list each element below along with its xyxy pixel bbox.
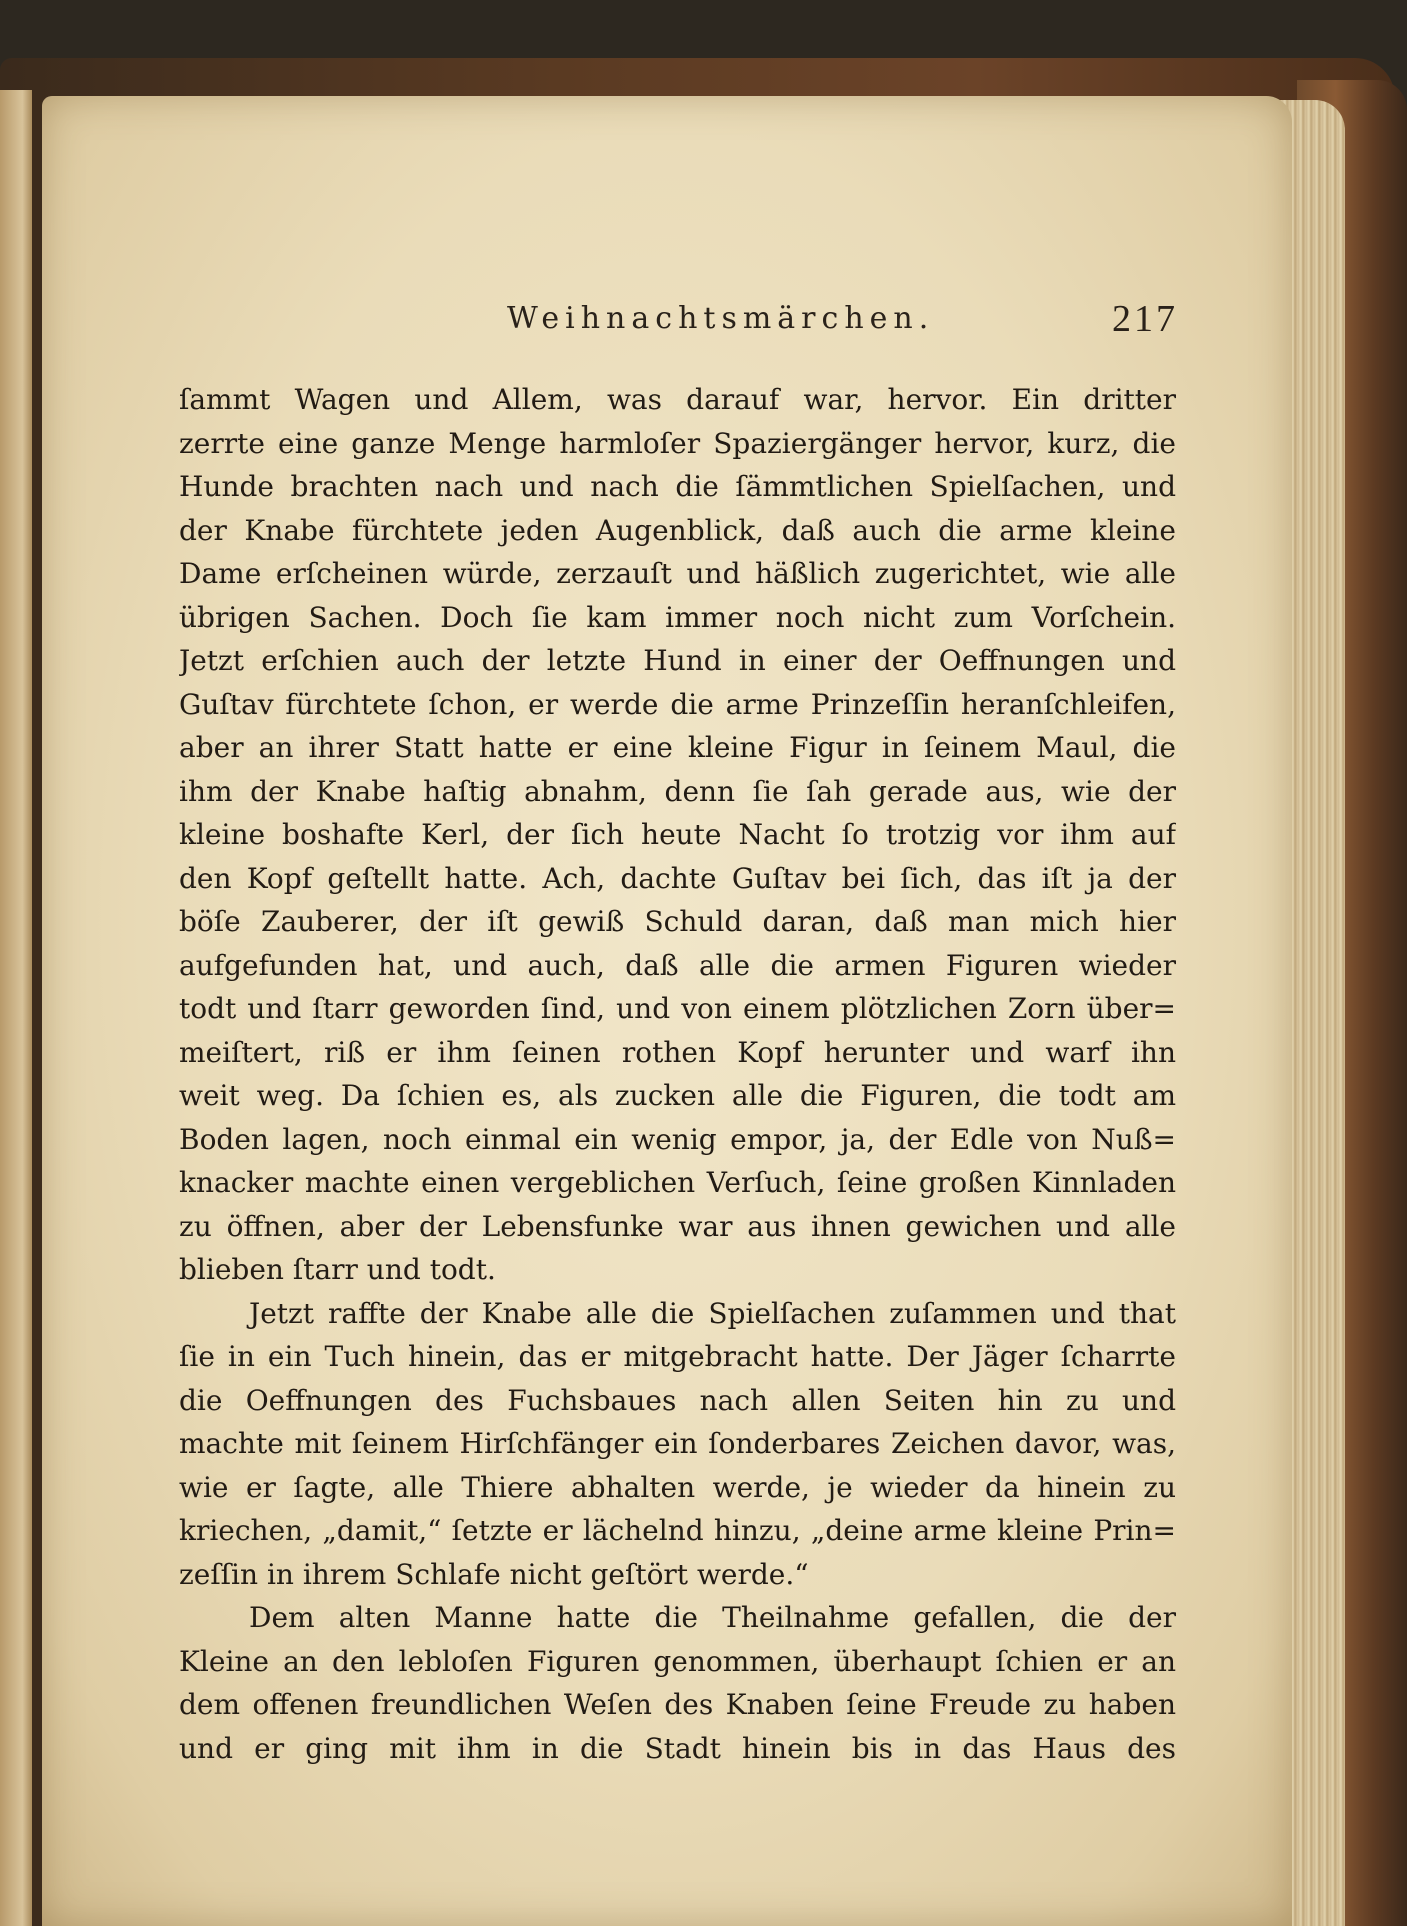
text-line: zerrte eine ganze Menge harmloſer Spaziergänger hervor, kurz, die [179, 426, 1176, 460]
text-line: ſammt Wagen und Allem, was darauf war, hervor. Ein dritter [179, 383, 1176, 416]
text-line: ſie in ein Tuch hinein, das er mitgebracht hatte. Der Jäger ſcharrte [179, 1340, 1176, 1373]
text-line: machte mit ſeinem Hirſchfänger ein ſonderbares Zeichen davor, was, [179, 1427, 1176, 1460]
text-line: zeſſin in ihrem Schlafe nicht geſtört werde.“ [179, 1557, 809, 1591]
text-line: übrigen Sachen. Doch ſie kam immer noch nicht zum Vorſchein. [179, 600, 1176, 634]
text-line: den Kopf geſtellt hatte. Ach, dachte Guſtav bei ſich, das iſt ja der [179, 861, 1176, 895]
text-line: Kleine an den lebloſen Figuren genommen, überhaupt ſchien er an [179, 1644, 1176, 1678]
book-page [42, 96, 1292, 1926]
running-head-title: Weihnachtsmärchen. [507, 301, 935, 336]
body-text [179, 378, 1176, 1770]
text-line: dem offenen freundlichen Weſen des Knaben ſeine Freude zu haben [179, 1688, 1176, 1721]
text-line: weit weg. Da ſchien es, als zucken alle die Figuren, die todt am [179, 1079, 1176, 1112]
text-line: todt und ſtarr geworden ſind, und von einem plötzlichen Zorn über= [179, 992, 1176, 1025]
text-line: aufgefunden hat, und auch, daß alle die armen Figuren wieder [179, 948, 1176, 982]
text-line: Boden lagen, noch einmal ein wenig empor, ja, der Edle von Nuß= [179, 1122, 1176, 1156]
text-line: Jetzt erſchien auch der letzte Hund in einer der Oeffnungen und [179, 644, 1176, 677]
text-line: aber an ihrer Statt hatte er eine kleine Figur in ſeinem Maul, die [179, 731, 1176, 764]
text-line: Dem alten Manne hatte die Theilnahme gefallen, die der [249, 1601, 1176, 1634]
text-line: blieben ſtarr und todt. [179, 1253, 496, 1286]
text-line: kleine boshafte Kerl, der ſich heute Nacht ſo trotzig vor ihm auf [179, 818, 1176, 851]
text-line: und er ging mit ihm in die Stadt hinein bis in das Haus des [179, 1731, 1176, 1765]
text-line: die Oeffnungen des Fuchsbaues nach allen Seiten hin zu und [179, 1383, 1176, 1417]
text-line: Jetzt raffte der Knabe alle die Spielſachen zuſammen und that [249, 1296, 1176, 1330]
text-line: böſe Zauberer, der iſt gewiß Schuld daran, daß man mich hier [179, 905, 1176, 938]
text-line: kriechen, „damit,“ ſetzte er lächelnd hinzu, „deine arme kleine Prin= [179, 1514, 1176, 1547]
text-line: der Knabe fürchtete jeden Augenblick, daß auch die arme kleine [179, 513, 1176, 547]
text-line: Dame erſcheinen würde, zerzauſt und häßlich zugerichtet, wie alle [179, 557, 1176, 590]
text-line: wie er ſagte, alle Thiere abhalten werde, je wieder da hinein zu [179, 1470, 1176, 1504]
text-line: meiſtert, riß er ihm ſeinen rothen Kopf herunter und warf ihn [179, 1035, 1176, 1069]
facing-page-edge [0, 90, 32, 1926]
text-line: Guſtav fürchtete ſchon, er werde die arme Prinzeſſin heranſchleifen, [179, 687, 1176, 721]
text-line: Hunde brachten nach und nach die ſämmtlichen Spielſachen, und [179, 470, 1176, 503]
text-line: ihm der Knabe haſtig abnahm, denn ſie ſah gerade aus, wie der [179, 774, 1176, 808]
page-number: 217 [1112, 298, 1178, 340]
text-line: knacker machte einen vergeblichen Verſuch, ſeine großen Kinnladen [179, 1166, 1176, 1199]
text-line: zu öffnen, aber der Lebensfunke war aus ihnen gewichen und alle [179, 1209, 1176, 1243]
